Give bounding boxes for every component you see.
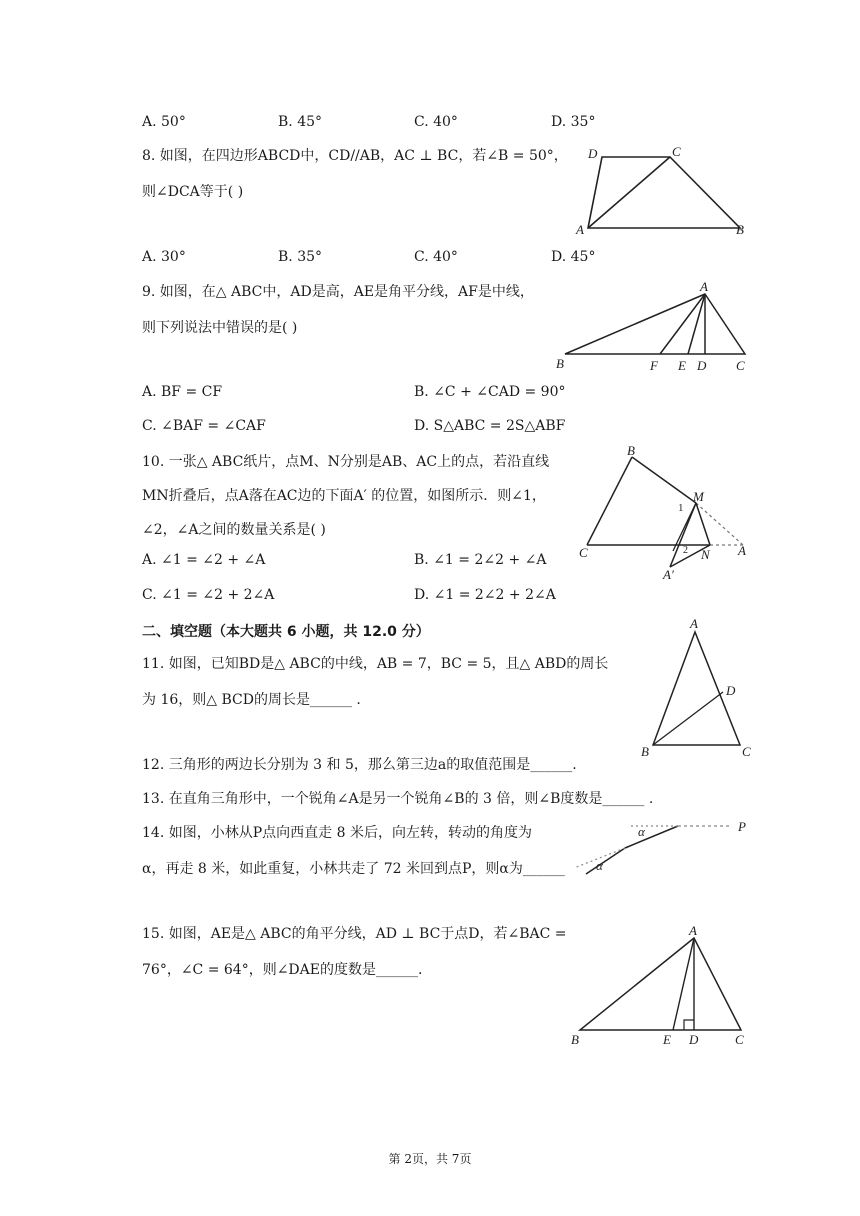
- q8-option-c: C. 40°: [414, 249, 458, 265]
- q9-option-a: A. BF = CF: [142, 384, 223, 400]
- q7-option-c: C. 40°: [414, 114, 458, 130]
- q10-option-d: D. ∠1 = 2∠2 + 2∠A: [414, 587, 556, 603]
- q10-stem-line3: ∠2，∠A之间的数量关系是( ): [142, 522, 326, 538]
- q14-label-p: P: [738, 819, 746, 834]
- q11-label-c: C: [742, 744, 751, 759]
- q9-label-c: C: [736, 358, 745, 373]
- q9-label-f: F: [650, 358, 658, 373]
- q10-option-a: A. ∠1 = ∠2 + ∠A: [142, 552, 266, 568]
- q10-figure-fold: [575, 445, 755, 585]
- q11-label-d: D: [726, 683, 736, 698]
- q14-stem-line1: 14. 如图，小林从P点向西直走 8 米后，向左转，转动的角度为: [142, 825, 532, 841]
- q15-stem-line2: 76°，∠C = 64°，则∠DAE的度数是______.: [142, 962, 423, 978]
- q11-label-a: A: [690, 616, 698, 631]
- q8-option-a: A. 30°: [142, 249, 186, 265]
- q8-option-b: B. 35°: [278, 249, 323, 265]
- q10-option-b: B. ∠1 = 2∠2 + ∠A: [414, 552, 547, 568]
- q11-stem-line2: 为 16，则△ BCD的周长是______ .: [142, 692, 361, 708]
- page-footer: 第 2页，共 7页: [388, 1152, 472, 1166]
- q9-stem-line2: 则下列说法中错误的是( ): [142, 320, 298, 336]
- q14-label-alpha-1: α: [638, 824, 645, 839]
- q11-label-b: B: [641, 744, 649, 759]
- q10-label-m: M: [693, 489, 704, 504]
- q15-label-a: A: [689, 923, 697, 938]
- q12-stem: 12. 三角形的两边长分别为 3 和 5，那么第三边a的取值范围是______.: [142, 757, 577, 773]
- q11-figure-triangle: [635, 612, 760, 762]
- q9-label-b: B: [556, 356, 564, 371]
- q15-label-b: B: [571, 1032, 579, 1047]
- q15-label-c: C: [735, 1032, 744, 1047]
- q15-figure-triangle: [565, 920, 760, 1050]
- q14-figure-path: [560, 812, 760, 882]
- q11-stem-line1: 11. 如图，已知BD是△ ABC的中线，AB = 7，BC = 5，且△ ABD的周长: [142, 656, 609, 672]
- q8-label-c: C: [672, 144, 681, 159]
- q7-option-a: A. 50°: [142, 114, 186, 130]
- q9-label-a: A: [700, 279, 708, 294]
- q13-stem: 13. 在直角三角形中，一个锐角∠A是另一个锐角∠B的 3 倍，则∠B度数是______ .: [142, 791, 654, 807]
- q8-label-a: A: [576, 222, 584, 237]
- q8-stem-line1: 8. 如图，在四边形ABCD中，CD//AB，AC ⊥ BC，若∠B = 50°，: [142, 148, 568, 164]
- q10-label-angle1: 1: [678, 502, 684, 514]
- q9-option-c: C. ∠BAF = ∠CAF: [142, 418, 266, 434]
- q14-label-alpha-2: α: [596, 858, 603, 873]
- q9-option-b: B. ∠C + ∠CAD = 90°: [414, 384, 566, 400]
- q15-stem-line1: 15. 如图，AE是△ ABC的角平分线，AD ⊥ BC于点D，若∠BAC =: [142, 926, 567, 942]
- q15-label-d: D: [689, 1032, 699, 1047]
- q10-label-a-prime: A′: [663, 567, 674, 582]
- q8-figure-trapezoid: [570, 140, 760, 240]
- q10-label-b: B: [627, 445, 635, 458]
- q8-label-d: D: [588, 146, 598, 161]
- q10-label-angle2: 2: [683, 545, 688, 556]
- q10-label-a: A: [738, 543, 746, 558]
- q10-label-n: N: [701, 547, 710, 562]
- section-heading-fill-in: 二、填空题（本大题共 6 小题，共 12.0 分）: [142, 624, 430, 640]
- q10-option-c: C. ∠1 = ∠2 + 2∠A: [142, 587, 275, 603]
- q9-label-e: E: [678, 358, 686, 373]
- q14-stem-line2: α，再走 8 米，如此重复，小林共走了 72 米回到点P，则α为______: [142, 861, 565, 877]
- q9-figure-triangle: [550, 278, 760, 378]
- q9-label-d: D: [697, 358, 707, 373]
- q7-option-b: B. 45°: [278, 114, 323, 130]
- q9-stem-line1: 9. 如图，在△ ABC中，AD是高，AE是角平分线，AF是中线，: [142, 284, 534, 300]
- q8-label-b: B: [736, 222, 744, 237]
- q10-stem-line2: MN折叠后，点A落在AC边的下面A′ 的位置，如图所示．则∠1，: [142, 488, 546, 504]
- q15-label-e: E: [663, 1032, 671, 1047]
- q7-option-d: D. 35°: [551, 114, 596, 130]
- q8-option-d: D. 45°: [551, 249, 596, 265]
- q10-label-c: C: [579, 545, 588, 560]
- q8-stem-line2: 则∠DCA等于( ): [142, 184, 244, 200]
- q9-option-d: D. S△ABC = 2S△ABF: [414, 418, 566, 434]
- q10-stem-line1: 10. 一张△ ABC纸片，点M、N分别是AB、AC上的点，若沿直线: [142, 454, 550, 470]
